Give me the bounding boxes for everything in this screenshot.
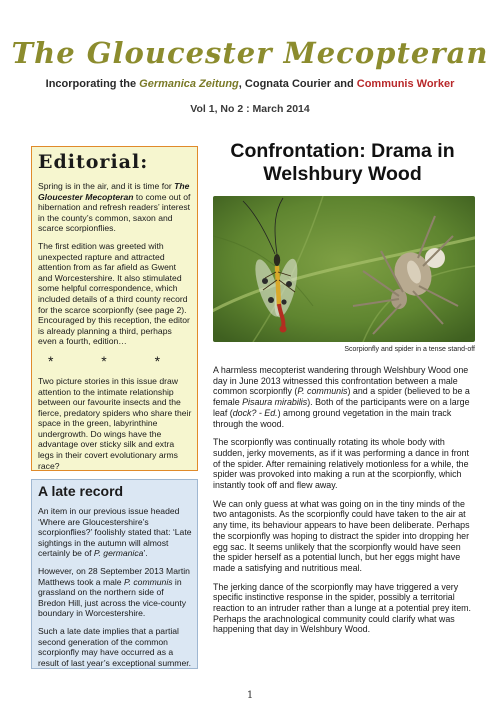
- communis-name: Communis Worker: [356, 78, 455, 90]
- incorporating-prefix: Incorporating the: [45, 78, 140, 90]
- cognata-name: Cognata Courier: [244, 78, 332, 90]
- editorial-paragraph: Two picture stories in this issue draw attention to the intimate relationship between our favourite insects and the fierce, predatory spiders who share their space in the green, labyrinthine undergrowth. Do wings have the advantage over sticky silk and extra legs in their covert evolutionary arms race?: [38, 375, 192, 471]
- late-record-heading: A late record: [38, 483, 124, 499]
- editor-note: dock? - Ed.: [232, 407, 278, 418]
- editorial-text: Spring is in the air, and it is time for: [38, 181, 175, 191]
- page-number: 1: [246, 690, 254, 701]
- late-text: However, on 28 September 2013 Martin Matthews took a male: [38, 565, 190, 587]
- article-text: ) and a spider (believed to be a female: [213, 386, 470, 408]
- late-text: ’.: [143, 548, 148, 559]
- late-record-paragraph: [38, 566, 192, 619]
- late-record-paragraph: [38, 506, 192, 559]
- article-text: A harmless mecopterist wandering through Welshbury Wood one day in June 2013 witnessed this confrontation between a male common scorpionfly (: [213, 365, 469, 397]
- article-body: [213, 365, 475, 643]
- editorial-box: [31, 146, 198, 471]
- late-record-box: [31, 479, 198, 669]
- species-name: P. germanica: [93, 548, 144, 559]
- late-text: An item in our previous issue headed ‘Where are Gloucestershire’s scorpionflies?’ foolishly stated that: ‘Late sightings in the autumn will almost certainly be of: [38, 506, 192, 559]
- article-text: ) among ground vegetation in the main track through the wood.: [213, 407, 452, 429]
- late-record-paragraph: Such a late date implies that a partial second generation of the common scorpionfly may have occurred as a result of last year’s exceptional summer.: [38, 625, 192, 668]
- masthead-title: The Gloucester Mecopteran: [11, 36, 489, 70]
- editorial-heading: Editorial:: [38, 151, 149, 173]
- volume-line: Vol 1, No 2 : March 2014: [190, 103, 310, 115]
- section-divider: * * *: [47, 352, 183, 369]
- and-text: and: [331, 78, 357, 90]
- article-paragraph: The jerking dance of the scorpionfly may have triggered a very specific instinctive response in the spider, possibly a territorial reaction to an intruder rather than a lunge at a potential prey item. Perhaps the arachnological community could clarify what was happening that day in Welshbury Wood.: [213, 581, 472, 635]
- newsletter-title-ref: The Gloucester Mecopteran: [38, 181, 190, 202]
- editorial-paragraph: [38, 181, 192, 234]
- article-headline: Confrontation: Drama in Welshbury Wood: [230, 140, 455, 185]
- species-name: P. communis: [297, 386, 348, 397]
- species-name: P. communis: [123, 576, 173, 587]
- photo-caption: Scorpionfly and spider in a tense stand-off: [344, 346, 475, 353]
- incorporating-line: [0, 78, 500, 90]
- species-name: Pisaura mirabilis: [242, 397, 308, 408]
- separator: ,: [238, 78, 245, 90]
- article-text: ). Both of the participants were on a large leaf (: [213, 397, 470, 418]
- late-text: in grassland on the northern side of Bredon Hill, just across the vice-county boundary in Worcestershire.: [38, 576, 187, 619]
- germanica-name: Germanica Zeitung: [139, 78, 239, 90]
- article-paragraph: [213, 365, 475, 429]
- photo-illustration: [213, 196, 475, 342]
- article-paragraph: The scorpionfly was continually rotating its whole body with sudden, jerky movements, as if it was performing a dance in front of the spider. After remaining relatively motionless for a while, the spider was provoked into making a run at the scorpionfly, which instantly took off and flew away.: [213, 437, 470, 491]
- article-paragraph: We can only guess at what was going on in the tiny minds of the two antagonists. As the scorpionfly could have taken to the air at any time, its behaviour appears to have been deliberate. Perhaps the scorpionfly was hoping to distract the spider into dropping her egg sac. It seems unlikely that the scorpionfly would have seen the spider herself as a potential lunch, but her eggs might have made a satisfying and nutritious meal.: [213, 498, 470, 573]
- editorial-paragraph: The first edition was greeted with unexpected rapture and attracted attention from as far afield as Gwent and Worcestershire. It also stimulated some helpful correspondence, which included details of a third county record for the scarce scorpionfly (see page 2). Encouraged by this reception, the editor is already planning a third, perhaps even a fourth, edition…: [38, 240, 190, 347]
- editorial-text: to come out of hibernation and refresh readers’ interest in the county’s common, saxon and scarce scorpionflies.: [38, 191, 191, 234]
- scorpionfly-spider-photo: [213, 196, 475, 342]
